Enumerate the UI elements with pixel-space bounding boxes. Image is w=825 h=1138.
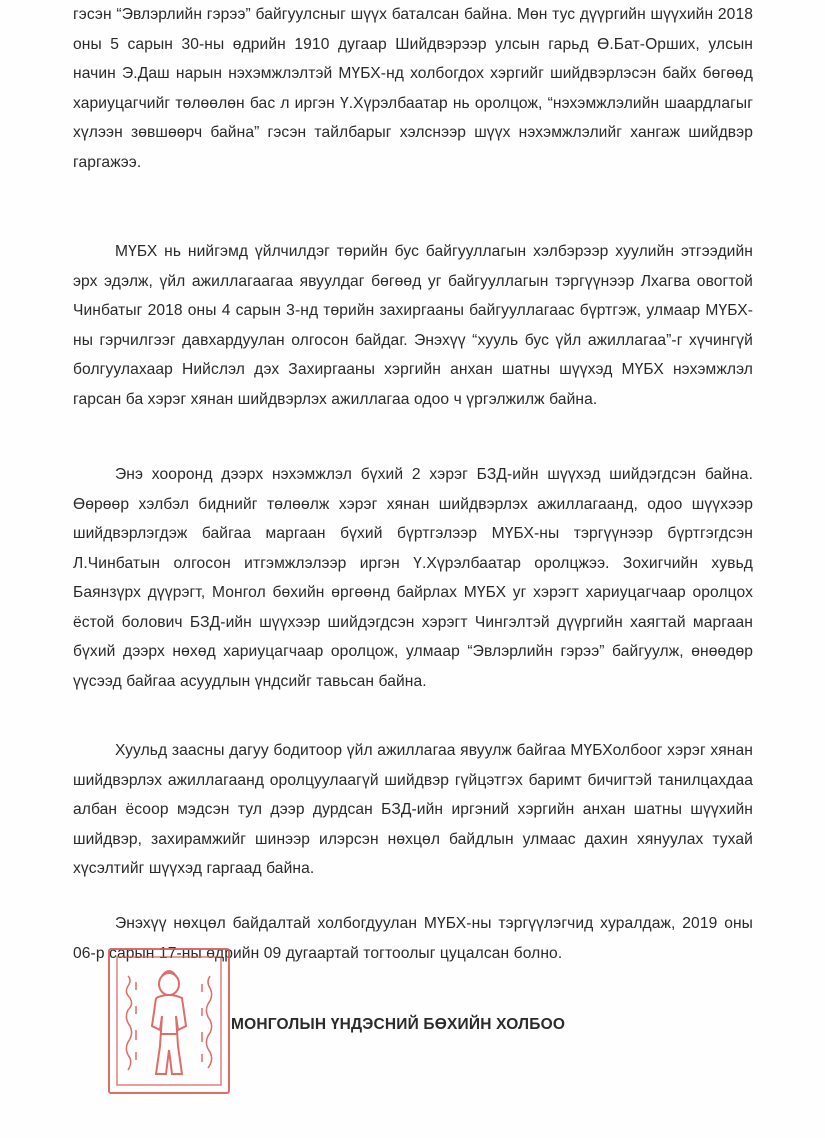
paragraph-4: Хуульд заасны дагуу бодитоор үйл ажиллагаа явуулж байгаа МҮБХолбоог хэрэг хянан шийдвэрлэх ажиллагаанд оролцуулаагүй шийдвэр гүйцэтгэх баримт бичигтэй танилцахдаа албан ёсоор мэдсэн тул дээр дурдсан БЗД-ийн иргэний хэргийн анхан шатны шүүхийн шийдвэр, захирамжийг шинээр илэрсэн нөхцөл байдлын улмаас дахин хянуулах тухай хүсэлтийг шүүхэд гаргаад байна. [73,742,753,877]
paragraph-3: Энэ хооронд дээрх нэхэмжлэл бүхий 2 хэрэг БЗД-ийн шүүхэд шийдэгдсэн байна. Өөрөөр хэлбэл биднийг төлөөлж хэрэг хянан шийдвэрлэх ажиллагаанд, одоо шүүхээр шийдвэрлэгдэж байгаа маргаан бүхий бүртгэлээр МҮБХ-ны тэргүүнээр бүртгэгдсэн Л.Чинбатын олгосон итгэмжлэлээр иргэн Ү.Хүрэлбаатар оролцжээ. Зохигчийн хувьд Баянзүрх дүүрэгт, Монгол бөхийн өргөөнд байрлах МҮБХ уг хэрэгт хариуцагчаар оролцох ёстой болович БЗД-ийн шүүхээр шийдэгдсэн хэрэгт Чингэлтэй дүүргийн хаягтай маргаан бүхий дээрх нөхөд хариуцагчаар оролцож, улмаар “Эвлэрлийн гэрээ” байгуулж, өнөөдөр үүсээд байгаа асуудлын үндсийг тавьсан байна. [73,466,753,690]
seal-stamp-icon [106,946,232,1096]
paragraph-5: Энэхүү нөхцөл байдалтай холбогдуулан МҮБХ-ны тэргүүлэгчид хуралдаж, 2019 оны 06-р сарын 17-ны өдрийн 09 дугаартай тогтоолыг цуцалсан болно. [73,915,753,962]
organization-name: МОНГОЛЫН ҮНДЭСНИЙ БӨХИЙН ХОЛБОО [231,1016,566,1033]
paragraph-1: гэсэн “Эвлэрлийн гэрээ” байгуулсныг шүүх баталсан байна. Мөн тус дүүргийн шүүхийн 2018 оны 5 сарын 30-ны өдрийн 1910 дугаар Шийдвэрээр улсын гарьд Ө.Бат-Орших, улсын начин Э.Даш нарын нэхэмжлэлтэй МҮБХ-нд холбогдох хэргийг шийдвэрлэсэн байх бөгөөд хариуцагчийг төлөөлөн бас л иргэн Ү.Хүрэлбаатар нь оролцож, “нэхэмжлэлийн шаардлагыг хүлээн зөвшөөрч байна” гэсэн тайлбарыг хэлснээр шүүх нэхэмжлэлийг хангаж шийдвэр гаргажээ. [73,6,753,171]
paragraph-2: МҮБХ нь нийгэмд үйлчилдэг төрийн бус байгууллагын хэлбэрээр хуулийн этгээдийн эрх эдэлж, үйл ажиллагаагаа явуулдаг бөгөөд уг байгууллагын тэргүүнээр Лхагва овогтой Чинбатыг 2018 оны 4 сарын 3-нд төрийн захиргааны байгууллагаас бүртгэж, улмаар МҮБХ-ны гэрчилгээг давхардуулан олгосон байдаг. Энэхүү “хууль бус үйл ажиллагаа”-г хүчингүй болгуулахаар Нийслэл дэх Захиргааны хэргийн анхан шатны шүүхэд МҮБХ нэхэмжлэл гарсан ба хэрэг хянан шийдвэрлэх ажиллагаа одоо ч үргэлжилж байна. [73,243,753,408]
